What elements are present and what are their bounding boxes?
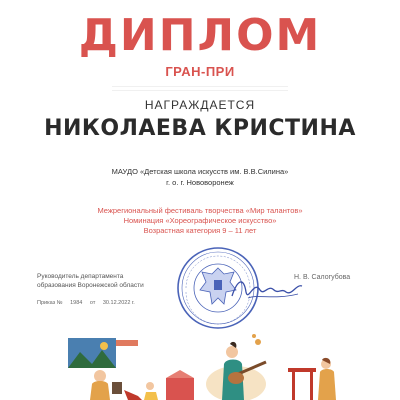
painter-illustration xyxy=(66,330,196,400)
musicians-illustration xyxy=(196,330,346,400)
festival-info xyxy=(0,206,400,236)
order-from: от xyxy=(89,300,96,306)
signer-position-line: образования Воронежской области xyxy=(37,282,144,289)
recipient-name: НИКОЛАЕВА КРИСТИНА xyxy=(44,116,356,141)
signer-position xyxy=(37,272,167,290)
diploma-title: ДИПЛОМ xyxy=(78,10,322,61)
order-info xyxy=(37,300,141,306)
signer-name: Н. В. Салогубова xyxy=(294,274,351,281)
decorative-line xyxy=(112,90,288,91)
awarded-label: НАГРАЖДАЕТСЯ xyxy=(144,98,256,112)
order-date: 30.12.2022 г. xyxy=(102,300,135,306)
school-info xyxy=(0,166,400,188)
diploma-subtitle: ГРАН-ПРИ xyxy=(165,64,235,79)
order-number: 1984 xyxy=(70,300,83,306)
signer-position-line: Руководитель департамента xyxy=(37,273,124,280)
festival-age-category: Возрастная категория 9 – 11 лет xyxy=(143,226,257,235)
school-name: МАУДО «Детская школа искусств им. В.В.Силина» xyxy=(111,167,289,176)
decorative-line xyxy=(112,86,288,87)
school-city: г. о. г. Нововоронеж xyxy=(166,178,234,187)
order-label: Приказ № xyxy=(37,300,63,306)
festival-nomination: Номинация «Хореографическое искусство» xyxy=(123,216,277,225)
festival-name: Межрегиональный фестиваль творчества «Мир талантов» xyxy=(97,206,303,215)
